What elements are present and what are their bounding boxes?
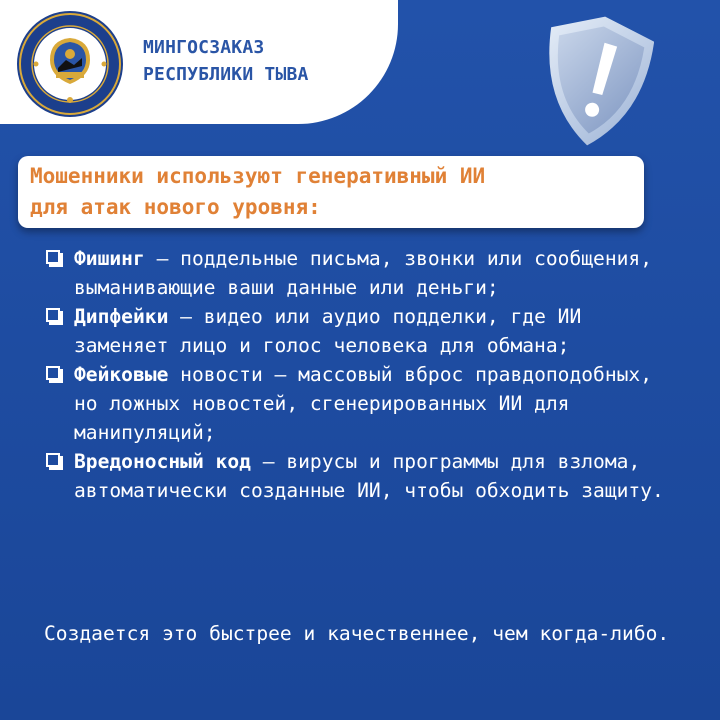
item-text: новости – массовый вброс правдоподобных, но ложных новостей, сгенерированных ИИ для манипуляций; <box>74 363 653 444</box>
title-card <box>18 156 644 228</box>
org-name-line1: МИНГОСЗАКАЗ <box>143 37 265 58</box>
checkbox-icon <box>46 366 60 380</box>
org-name-line2: РЕСПУБЛИКИ ТЫВА <box>143 64 309 85</box>
item-term: Дипфейки <box>74 305 169 328</box>
checkbox-icon <box>46 453 60 467</box>
item-text: – вирусы и программы для взлома, автоматически созданные ИИ, чтобы обходить защиту. <box>74 450 664 502</box>
title-line2: для атак нового уровня: <box>30 195 321 219</box>
list-item <box>44 244 684 302</box>
checkbox-icon <box>46 308 60 322</box>
title-line1: Мошенники используют генеративный ИИ <box>30 164 486 188</box>
header-card <box>0 0 398 124</box>
item-text: – видео или аудио подделки, где ИИ заменяет лицо и голос человека для обмана; <box>74 305 582 357</box>
list-item <box>44 447 684 505</box>
item-text: – поддельные письма, звонки или сообщения, выманивающие ваши данные или деньги; <box>74 247 653 299</box>
item-term: Вредоносный код <box>74 450 251 473</box>
list-item <box>44 302 684 360</box>
threat-list <box>44 244 684 505</box>
org-name <box>143 34 309 88</box>
checkbox-icon <box>46 250 60 264</box>
conclusion-text: Создается это быстрее и качественнее, чем когда-либо. <box>44 622 670 645</box>
page-title <box>30 161 485 223</box>
emblem-seal-icon <box>16 10 124 118</box>
list-item <box>44 360 684 447</box>
item-term: Фишинг <box>74 247 145 270</box>
item-term: Фейковые <box>74 363 169 386</box>
warning-shield-icon <box>536 12 654 150</box>
